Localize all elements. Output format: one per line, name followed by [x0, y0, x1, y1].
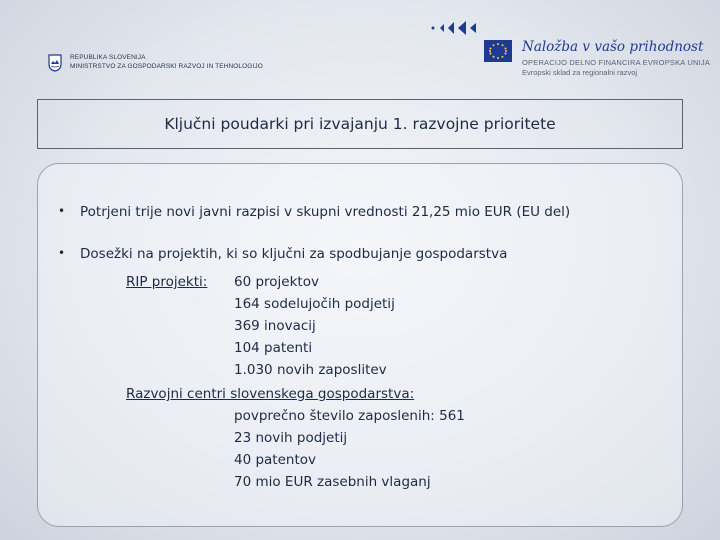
bullet-icon: •: [58, 204, 66, 218]
eu-arrow-icon: [430, 18, 490, 38]
title-box: [37, 99, 683, 149]
eu-flag-icon: [484, 40, 512, 62]
rip-stat: 104 patenti: [234, 340, 313, 356]
coat-of-arms-icon: [48, 54, 62, 72]
eu-fund-name: Evropski sklad za regionalni razvoj: [522, 68, 638, 77]
content-panel: [37, 163, 683, 527]
rip-stat: 60 projektov: [234, 274, 319, 290]
razvojni-stat: 23 novih podjetij: [234, 430, 348, 446]
razvojni-stat: 70 mio EUR zasebnih vlaganj: [234, 474, 431, 490]
bullet-item: [58, 246, 507, 262]
eu-motto: Naložba v vašo prihodnost: [522, 39, 704, 55]
eu-cofinancing-text: OPERACIJO DELNO FINANCIRA EVROPSKA UNIJA: [522, 58, 711, 67]
razvojni-heading: Razvojni centri slovenskega gospodarstva:: [126, 386, 415, 402]
government-name: REPUBLIKA SLOVENIJA: [70, 54, 146, 61]
rip-stat: 369 inovacij: [234, 318, 316, 334]
government-header: [48, 50, 263, 72]
bullet-text: Potrjeni trije novi javni razpisi v skupni vrednosti 21,25 mio EUR (EU del): [80, 204, 571, 220]
ministry-name: MINISTRSTVO ZA GOSPODARSKI RAZVOJ IN TEHNOLOGIJO: [70, 63, 263, 70]
page-title: Ključni poudarki pri izvajanju 1. razvojne prioritete: [164, 115, 556, 133]
rip-heading: RIP projekti:: [126, 274, 208, 290]
bullet-text: Dosežki na projektih, ki so ključni za spodbujanje gospodarstva: [80, 246, 508, 262]
bullet-icon: •: [58, 246, 66, 260]
rip-stat: 164 sodelujočih podjetij: [234, 296, 395, 312]
razvojni-stat: 40 patentov: [234, 452, 317, 468]
razvojni-stat: povprečno število zaposlenih: 561: [234, 408, 465, 424]
rip-stat: 1.030 novih zaposlitev: [234, 362, 387, 378]
eu-funding-logo: [430, 18, 711, 82]
bullet-item: [58, 204, 570, 220]
